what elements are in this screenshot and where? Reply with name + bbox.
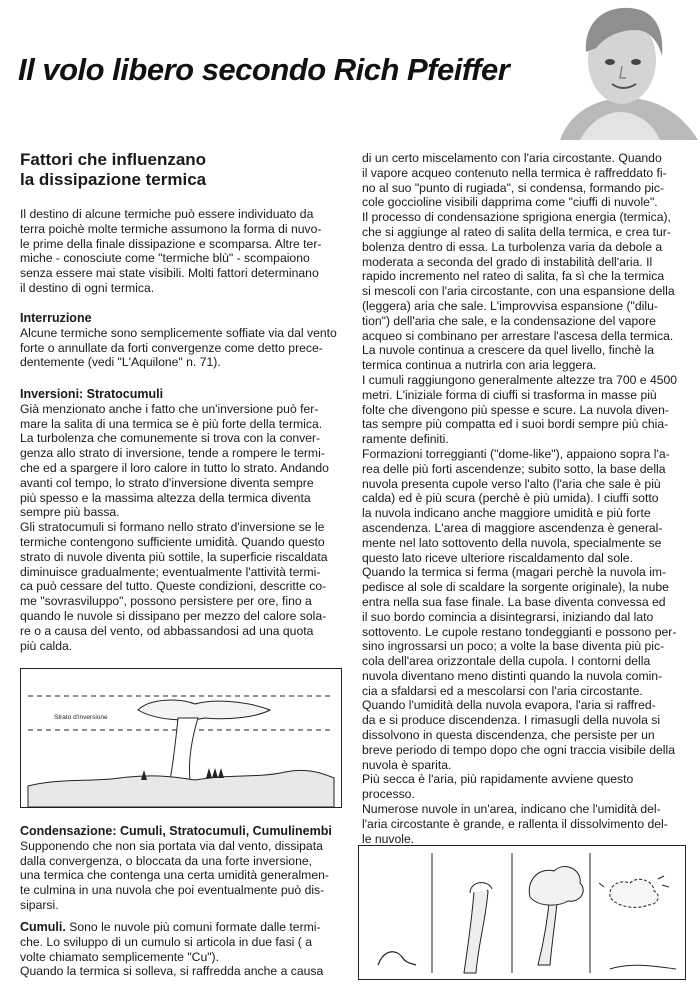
paragraph-line: rapido incremento nel rateo di salita, fa sì che la termica bbox=[362, 269, 665, 284]
paragraph-line: questo lato riceve ulteriore riscaldamento dal sole. bbox=[362, 550, 633, 565]
paragraph-line: Formazioni torreggianti ("dome-like"), appaiono sopra l'a- bbox=[362, 446, 670, 461]
paragraph-line: l'aria circostante è grande, e rallenta il dissolvimento del- bbox=[362, 816, 668, 831]
paragraph-line: rea delle più forti ascendenze; subito sotto, la base della bbox=[362, 461, 666, 476]
inversioni-section: Inversioni: Stratocumuli Già menzionato anche i fatto che un'inversione può fer- mare la salita di una termica se è più forte della termica. La turbolenza che comunemente si trova con la conver- genza allo strato di inversione, tende a rompere le termi- che ed a spargere il loro calore in tutto lo strato. Andando avanti col tempo, lo strato d'inversione diventa sempre più spesso e la massima altezza della termica diventa sempre più bassa. Gli stratocumuli si formano nello strato d'inversione se le termiche contengono sufficiente umidità. Quando questo strato di nuvole diventa più sottile, la superficie riscaldata diminuisce gradualmente; eventualmente l'attività termi- ca può cessare del tutto. Queste condizioni, descritte co- me "sovrasviluppo", possono persistere per ore, fino a quando le nuvole si dissipano per mezzo del calore sola- re o a causa del vento, od abbassandosi ad una quota più calda. bbox=[20, 387, 342, 653]
paragraph-line: acqueo si combinano per arrestare l'ascesa della termica. bbox=[362, 328, 674, 343]
paragraph-line: il vapore acqueo contenuto nella termica è raffreddato fi- bbox=[362, 165, 667, 180]
paragraph-line: cole goccioline visibili dapprima come "ciuffi di nuvole". bbox=[362, 195, 658, 210]
paragraph-line: Numerose nuvole in un'area, indicano che l'umidità del- bbox=[362, 802, 661, 817]
paragraph-line: ramente definiti. bbox=[362, 432, 449, 447]
paragraph-line: Più secca è l'aria, più rapidamente avviene questo bbox=[362, 772, 634, 787]
paragraph-line: Il processo di condensazione sprigiona energia (termica), bbox=[362, 210, 671, 225]
paragraph-line: il suo bordo comincia a disintegrarsi, iniziando dal lato bbox=[362, 609, 654, 624]
paragraph-line: calda) ed è più scura (perchè è più umida). I ciuffi sotto bbox=[362, 491, 659, 506]
paragraph-line: La nuvole continua a crescere da quel livello, finchè la bbox=[362, 343, 655, 358]
paragraph-line: la nuvola indicano anche maggiore umidità e più forte bbox=[362, 506, 651, 521]
paragraph-line: tion") dell'aria che sale, e la condensazione del vapore bbox=[362, 313, 656, 328]
paragraph-line: di un certo miscelamento con l'aria circostante. Quando bbox=[362, 151, 662, 165]
paragraph-line: sino ingrossarsi un poco; a volte la base diventa più pic- bbox=[362, 639, 665, 654]
paragraph-line: pedisce al sole di scaldare la sorgente originale), la nube bbox=[362, 580, 669, 595]
paragraph-line: termica continua a nutrirla con aria leggera. bbox=[362, 358, 597, 373]
section-subtitle: Fattori che influenzano la dissipazione termica bbox=[20, 150, 207, 189]
paragraph-line: nuvola presenta cupole verso l'alto (l'aria che sale è più bbox=[362, 476, 661, 491]
intro-paragraph: Il destino di alcune termiche può essere individuato da terra poichè molte termiche assumono la forma di nuvo- le prime della finale dissipazione e scomparsa. Altre ter- miche - conosciute come "termiche blù" - scompaiono senza essere mai state visibili. Molti fattori determinano il destino di ogni termica. bbox=[20, 207, 322, 295]
paragraph-line: ascendenza. L'area di maggiore ascendenza è general- bbox=[362, 520, 663, 535]
paragraph-line: breve periodo di tempo dopo che ogni traccia visibile della bbox=[362, 742, 676, 757]
section-heading: Condensazione: Cumuli, Stratocumuli, Cumulinembi bbox=[20, 824, 332, 838]
interruzione-section: Interruzione Alcune termiche sono semplicemente soffiate via dal vento forte o annullate da forti convergenze come detto prece- dentemente (vedi "L'Aquilone" n. 71). bbox=[20, 311, 342, 370]
paragraph-line: folte che divengono più spesse e scure. La nuvola diven- bbox=[362, 402, 669, 417]
paragraph-line: nuvola è sparita. bbox=[362, 757, 452, 772]
paragraph-line: tas sempre più compatta ed i suoi bordi sempre più chia- bbox=[362, 417, 669, 432]
paragraph-line: moderata a seconda del grado di instabilità dell'aria. Il bbox=[362, 254, 653, 269]
portrait-photo bbox=[540, 0, 700, 140]
paragraph-line: mente nel lato sottovento della nuvola, specialmente se bbox=[362, 535, 662, 550]
paragraph-line: Quando la termica si ferma (magari perchè la nuvola im- bbox=[362, 565, 667, 580]
paragraph-line: le nuvole. bbox=[362, 831, 415, 846]
section-heading: Inversioni: Stratocumuli bbox=[20, 387, 164, 401]
paragraph-line: da e si produce discendenza. I rimasugli della nuvola si bbox=[362, 713, 661, 728]
paragraph-line: I cumuli raggiungono generalmente altezze tra 700 e 4500 bbox=[362, 372, 678, 387]
paragraph-line: metri. L'iniziale forma di ciuffi si trasforma in masse più bbox=[362, 387, 657, 402]
paragraph-line: si mescoli con l'aria circostante, con una espansione della bbox=[362, 284, 675, 299]
diagram-label: Strato d'inversione bbox=[54, 714, 108, 721]
paragraph-line: no al suo "punto di rugiada", si condensa, formando pic- bbox=[362, 180, 665, 195]
paragraph-line: che si aggiunge al rateo di salita della termica, e crea tur- bbox=[362, 224, 671, 239]
section-heading: Interruzione bbox=[20, 311, 92, 325]
paragraph-line: processo. bbox=[362, 787, 415, 802]
paragraph-line: entra nella sua fase finale. La base diventa convessa ed bbox=[362, 594, 666, 609]
cumuli-section: Cumuli. Sono le nuvole più comuni formate dalle termi- che. Lo sviluppo di un cumulo si articola in due fasi ( a volte chiamato semplicemente "Cu"). Quando la termica si solleva, si raffredda anche a causa bbox=[20, 920, 324, 979]
paragraph-line: dissolvono in questa discendenza, che persiste per un bbox=[362, 728, 655, 743]
cumulus-stages-diagram bbox=[358, 845, 686, 980]
paragraph-line: sottovento. Le cupole restano tondeggianti e possono per- bbox=[362, 624, 677, 639]
paragraph-line: bolenza dentro di essa. La turbolenza varia da debole a bbox=[362, 239, 663, 254]
condensazione-section: Condensazione: Cumuli, Stratocumuli, Cumulinembi Supponendo che non sia portata via dal vento, dissipata dalla convergenza, o bloccata da una forte inversione, una termica che contenga una certa umidità generalmen- te culmina in una nuvola che poi eventualmente può dis- siparsi. bbox=[20, 824, 342, 913]
paragraph-line: cia a sfaldarsi ed a mescolarsi con l'aria circostante. bbox=[362, 683, 643, 698]
paragraph-line: cola dell'area orizzontale della cupola. I contorni della bbox=[362, 654, 651, 669]
section-heading: Cumuli. bbox=[20, 920, 66, 934]
paragraph-line: Quando l'umidità della nuvola evapora, l'aria si raffred- bbox=[362, 698, 656, 713]
paragraph-line: nuvola diventano meno distinti quando la nuvola comin- bbox=[362, 668, 663, 683]
right-column-text bbox=[362, 151, 684, 846]
inversion-layer-diagram bbox=[20, 668, 342, 808]
paragraph-line: (leggera) aria che sale. L'improvvisa espansione ("dilu- bbox=[362, 298, 658, 313]
article-title: Il volo libero secondo Rich Pfeiffer bbox=[18, 52, 510, 87]
